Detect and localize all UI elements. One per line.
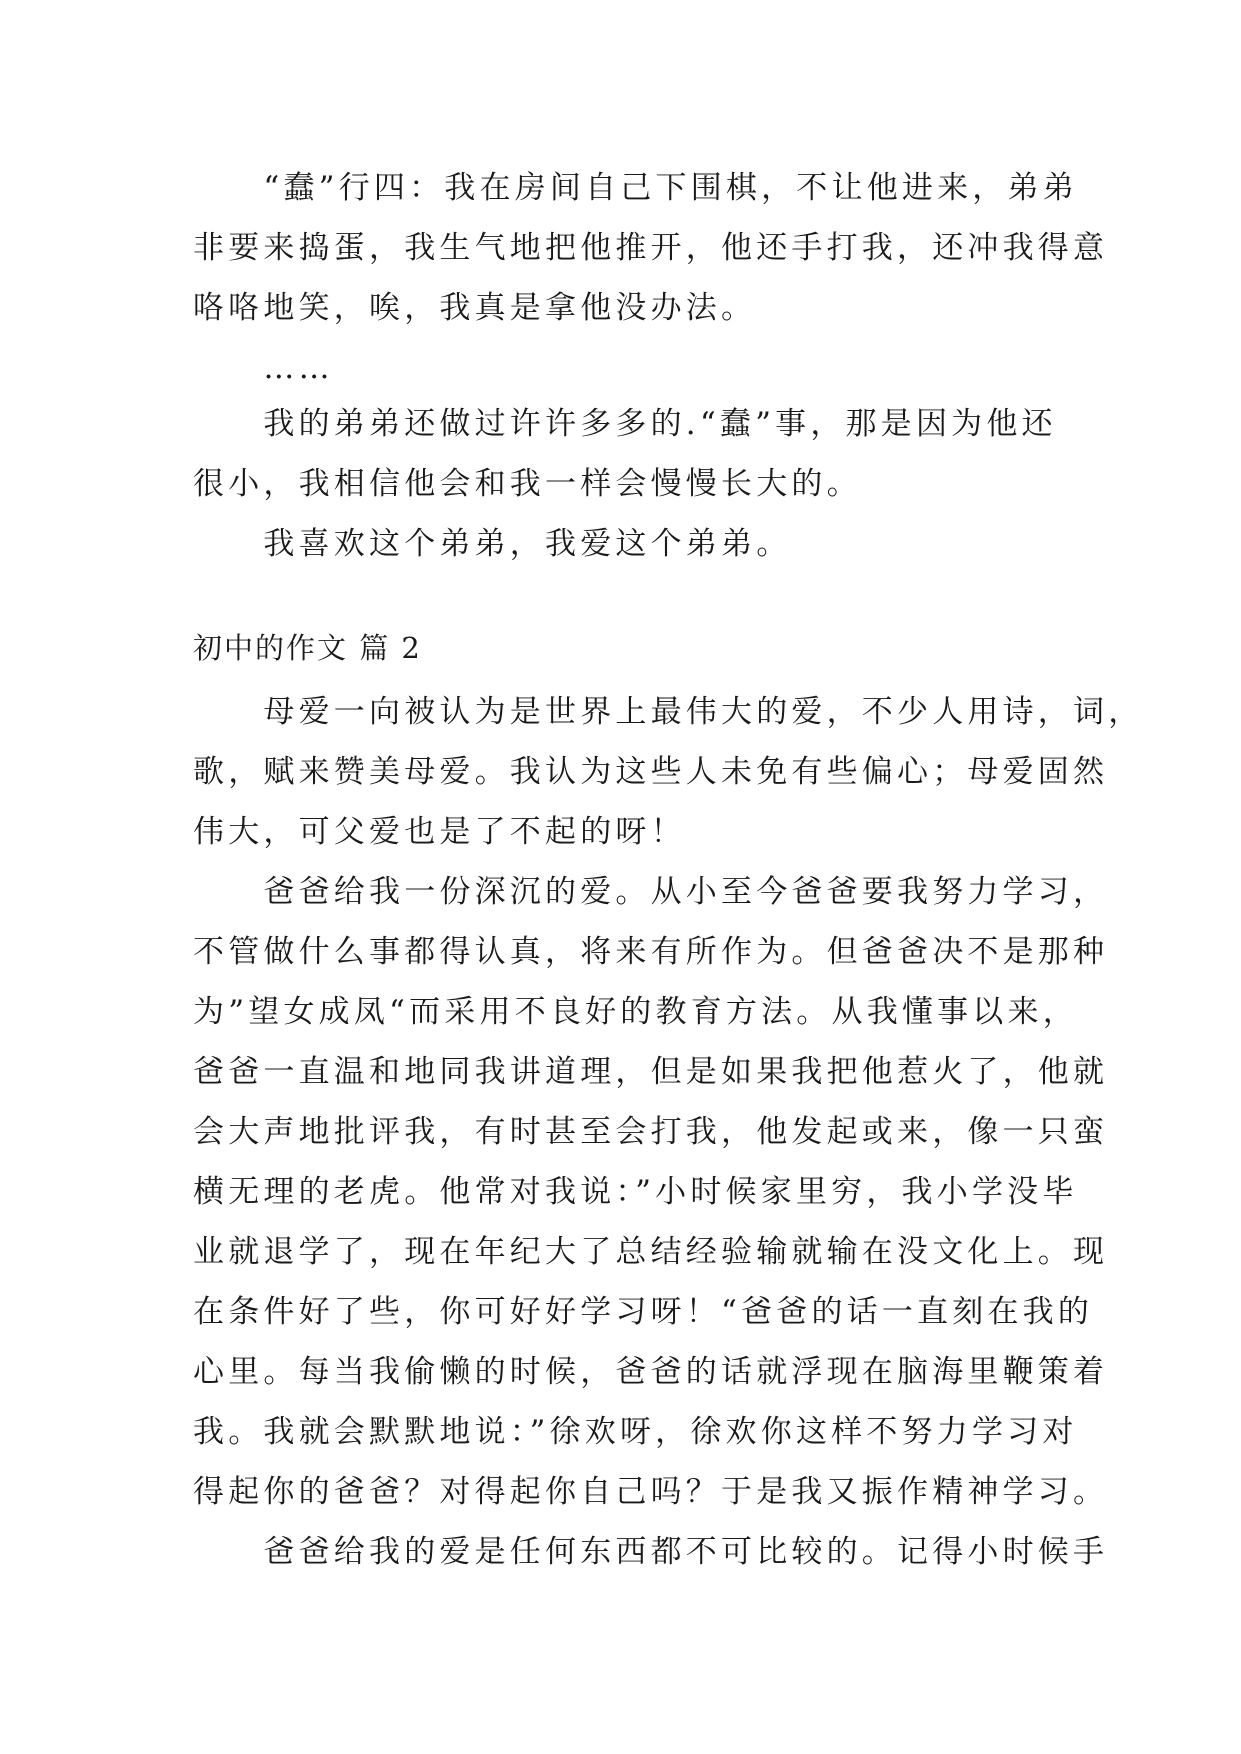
paragraph-line: 咯咯地笑，唉，我真是拿他没办法。 (193, 290, 757, 326)
section-1-body (193, 158, 1109, 574)
paragraph-line: 得起你的爸爸？对得起你自己吗？于是我又振作精神学习。 (193, 1474, 1109, 1510)
paragraph-line: 爸爸给我的爱是任何东西都不可比较的。记得小时候手 (193, 1534, 1109, 1570)
paragraph-line: 非要来捣蛋，我生气地把他推开，他还手打我，还冲我得意 (193, 230, 1109, 266)
paragraph-line: 心里。每当我偷懒的时候，爸爸的话就浮现在脑海里鞭策着 (193, 1354, 1109, 1390)
paragraph-line: 我的弟弟还做过许许多多的.“蠢”事，那是因为他还 (193, 406, 1057, 442)
paragraph-line: 我。我就会默默地说：”徐欢呀，徐欢你这样不努力学习对 (193, 1414, 1078, 1450)
ellipsis-line: …… (193, 350, 334, 386)
paragraph-line: 横无理的老虎。他常对我说：”小时候家里穷，我小学没毕 (193, 1174, 1078, 1210)
paragraph-line: 伟大，可父爱也是了不起的呀！ (193, 814, 686, 850)
paragraph-line: 为”望女成凤“而采用不良好的教育方法。从我懂事以来， (193, 994, 1078, 1030)
paragraph-line: 爸爸给我一份深沉的爱。从小至今爸爸要我努力学习， (193, 874, 1109, 910)
section-2-body (193, 682, 1144, 1582)
paragraph-line: 我喜欢这个弟弟，我爱这个弟弟。 (193, 526, 792, 562)
paragraph-line: “蠢”行四：我在房间自己下围棋，不让他进来，弟弟 (193, 170, 1078, 206)
paragraph-line: 很小，我相信他会和我一样会慢慢长大的。 (193, 466, 862, 502)
paragraph-line: 不管做什么事都得认真，将来有所作为。但爸爸决不是那种 (193, 934, 1109, 970)
paragraph-line: 在条件好了些，你可好好学习呀！“爸爸的话一直刻在我的 (193, 1294, 1094, 1330)
section-heading: 初中的作文 篇 2 (193, 631, 422, 665)
paragraph-line: 爸爸一直温和地同我讲道理，但是如果我把他惹火了，他就 (193, 1054, 1109, 1090)
paragraph-line: 业就退学了，现在年纪大了总结经验输就输在没文化上。现 (193, 1234, 1109, 1270)
paragraph-line: 歌，赋来赞美母爱。我认为这些人未免有些偏心；母爱固然 (193, 754, 1109, 790)
paragraph-line: 会大声地批评我，有时甚至会打我，他发起或来，像一只蛮 (193, 1114, 1109, 1150)
paragraph-line: 母爱一向被认为是世界上最伟大的爱，不少人用诗，词， (193, 694, 1144, 730)
